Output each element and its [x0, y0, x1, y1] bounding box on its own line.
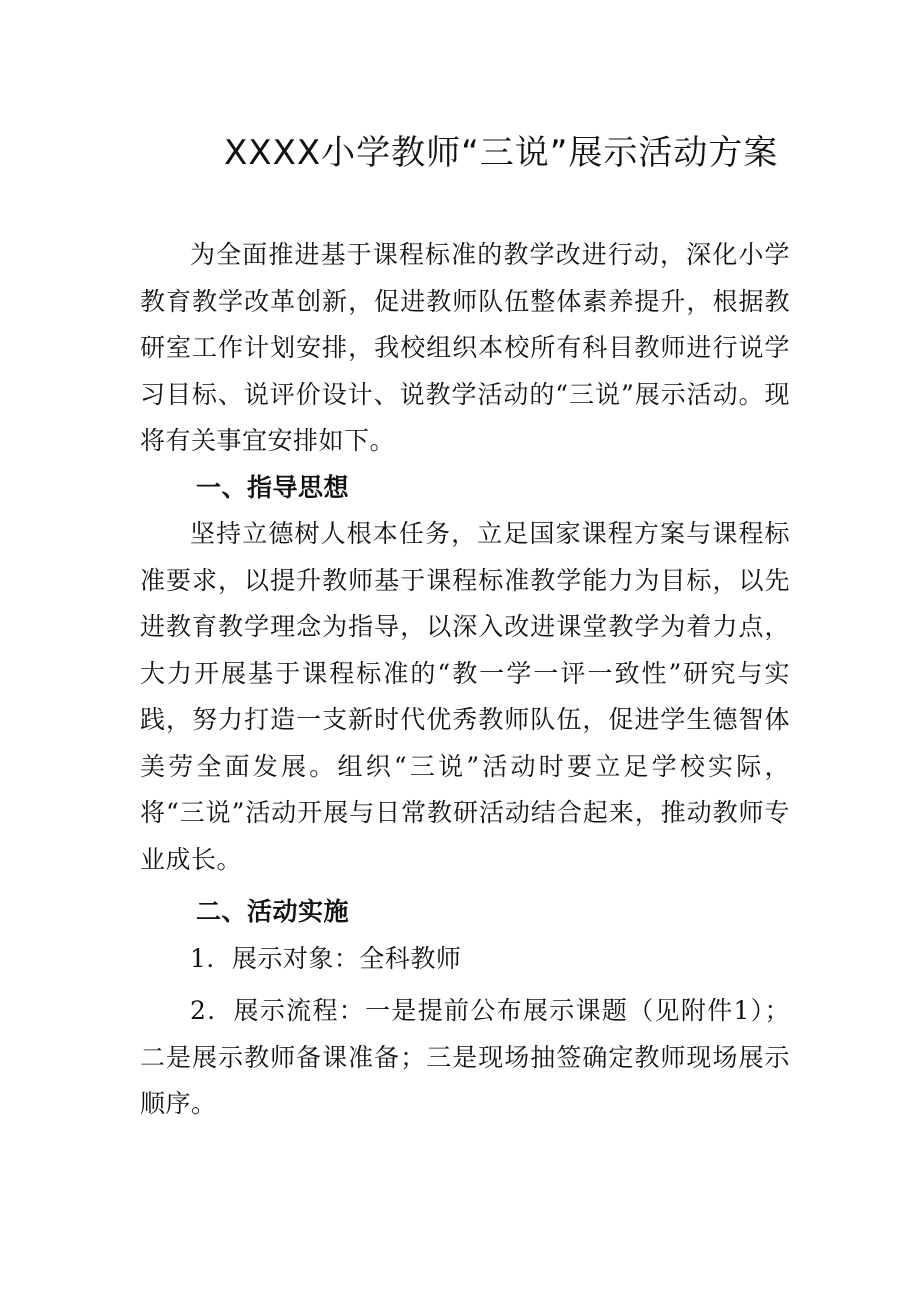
section-heading-guiding-ideology: 一、指导思想: [196, 472, 350, 502]
section-heading-activity-implementation: 二、活动实施: [196, 897, 350, 926]
document-title: XXXX小学教师“三说”展示活动方案: [224, 133, 779, 173]
implementation-item-display-process: 2．展示流程：一是提前公布展示课题（见附件1）；二是展示教师备课准备；三是现场抽签确定教师现场展示顺序。: [140, 996, 790, 1118]
implementation-item-display-target: 1．展示对象：全科教师: [190, 943, 462, 973]
guiding-ideology-paragraph: 坚持立德树人根本任务，立足国家课程方案与课程标准要求，以提升教师基于课程标准教学能力为目标，以先进教育教学理念为指导，以深入改进课堂教学为着力点，大力开展基于课程标准的“教一学一评一致性”研究与实践，努力打造一支新时代优秀教师队伍，促进学生德智体美劳全面发展。组织“三说”活动时要立足学校实际，将“三说”活动开展与日常教研活动结合起来，推动教师专业成长。: [140, 519, 790, 874]
document-body: [140, 232, 790, 1128]
intro-paragraph: 为全面推进基于课程标准的教学改进行动，深化小学教育教学改革创新，促进教师队伍整体素养提升，根据教研室工作计划安排，我校组织本校所有科目教师进行说学习目标、说评价设计、说教学活动的“三说”展示活动。现将有关事宜安排如下。: [140, 240, 790, 455]
